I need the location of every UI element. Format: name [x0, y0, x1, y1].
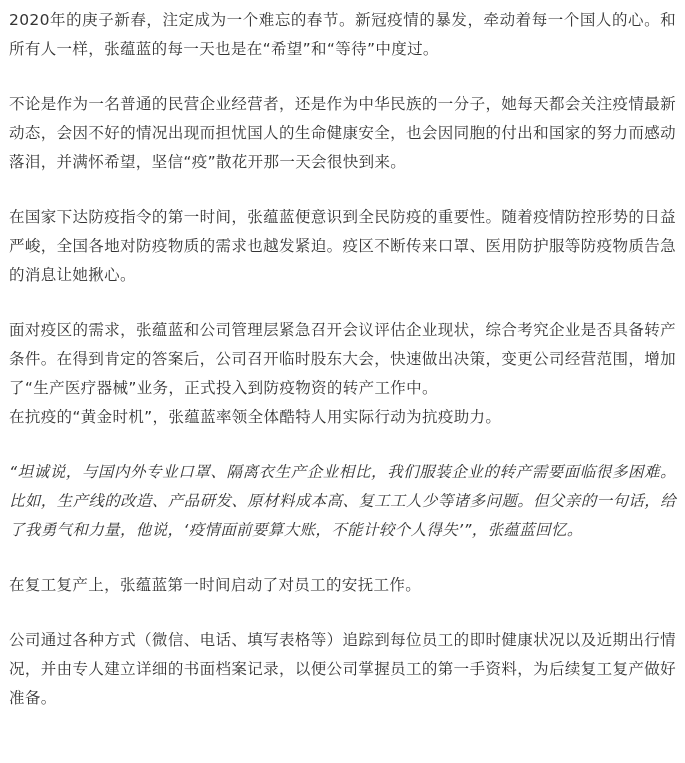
paragraph-spacer — [9, 600, 676, 626]
paragraph-4-follow: 在抗疫的“黄金时机”，张蕴蓝率领全体酷特人用实际行动为抗疫助力。 — [9, 408, 502, 426]
paragraph-spacer — [9, 64, 676, 90]
paragraph-spacer — [9, 432, 676, 458]
paragraph-7: 公司通过各种方式（微信、电话、填写表格等）追踪到每位员工的即时健康状况以及近期出行情况，并由专人建立详细的书面档案记录，以便公司掌握员工的第一手资料，为后续复工复产做好准备。 — [9, 631, 676, 707]
paragraph-3: 在国家下达防疫指令的第一时间，张蕴蓝便意识到全民防疫的重要性。随着疫情防控形势的日益严峻，全国各地对防疫物质的需求也越发紧迫。疫区不断传来口罩、医用防护服等防疫物质告急的消息让她揪心。 — [9, 208, 676, 284]
paragraph-6: 在复工复产上，张蕴蓝第一时间启动了对员工的安抚工作。 — [9, 576, 422, 594]
paragraph-spacer — [9, 177, 676, 203]
paragraph-4: 面对疫区的需求，张蕴蓝和公司管理层紧急召开会议评估企业现状，综合考究企业是否具备转产条件。在得到肯定的答案后，公司召开临时股东大会，快速做出决策，变更公司经营范围，增加了“生产医疗器械”业务，正式投入到防疫物资的转产工作中。 — [9, 321, 676, 397]
paragraph-1: 2020年的庚子新春，注定成为一个难忘的春节。新冠疫情的暴发，牵动着每一个国人的心。和所有人一样，张蕴蓝的每一天也是在“希望”和“等待”中度过。 — [9, 11, 676, 58]
paragraph-spacer — [9, 290, 676, 316]
paragraph-spacer — [9, 545, 676, 571]
quote-paragraph: “坦诚说，与国内外专业口罩、隔离衣生产企业相比，我们服装企业的转产需要面临很多困难。比如，生产线的改造、产品研发、原材料成本高、复工工人少等诸多问题。但父亲的一句话，给了我勇气和力量，他说，‘疫情面前要算大账，不能计较个人得失’”，张蕴蓝回忆。 — [9, 463, 676, 539]
paragraph-2: 不论是作为一名普通的民营企业经营者，还是作为中华民族的一分子，她每天都会关注疫情最新动态，会因不好的情况出现而担忧国人的生命健康安全，也会因同胞的付出和国家的努力而感动落泪，并满怀希望，坚信“疫”散花开那一天会很快到来。 — [9, 95, 676, 171]
